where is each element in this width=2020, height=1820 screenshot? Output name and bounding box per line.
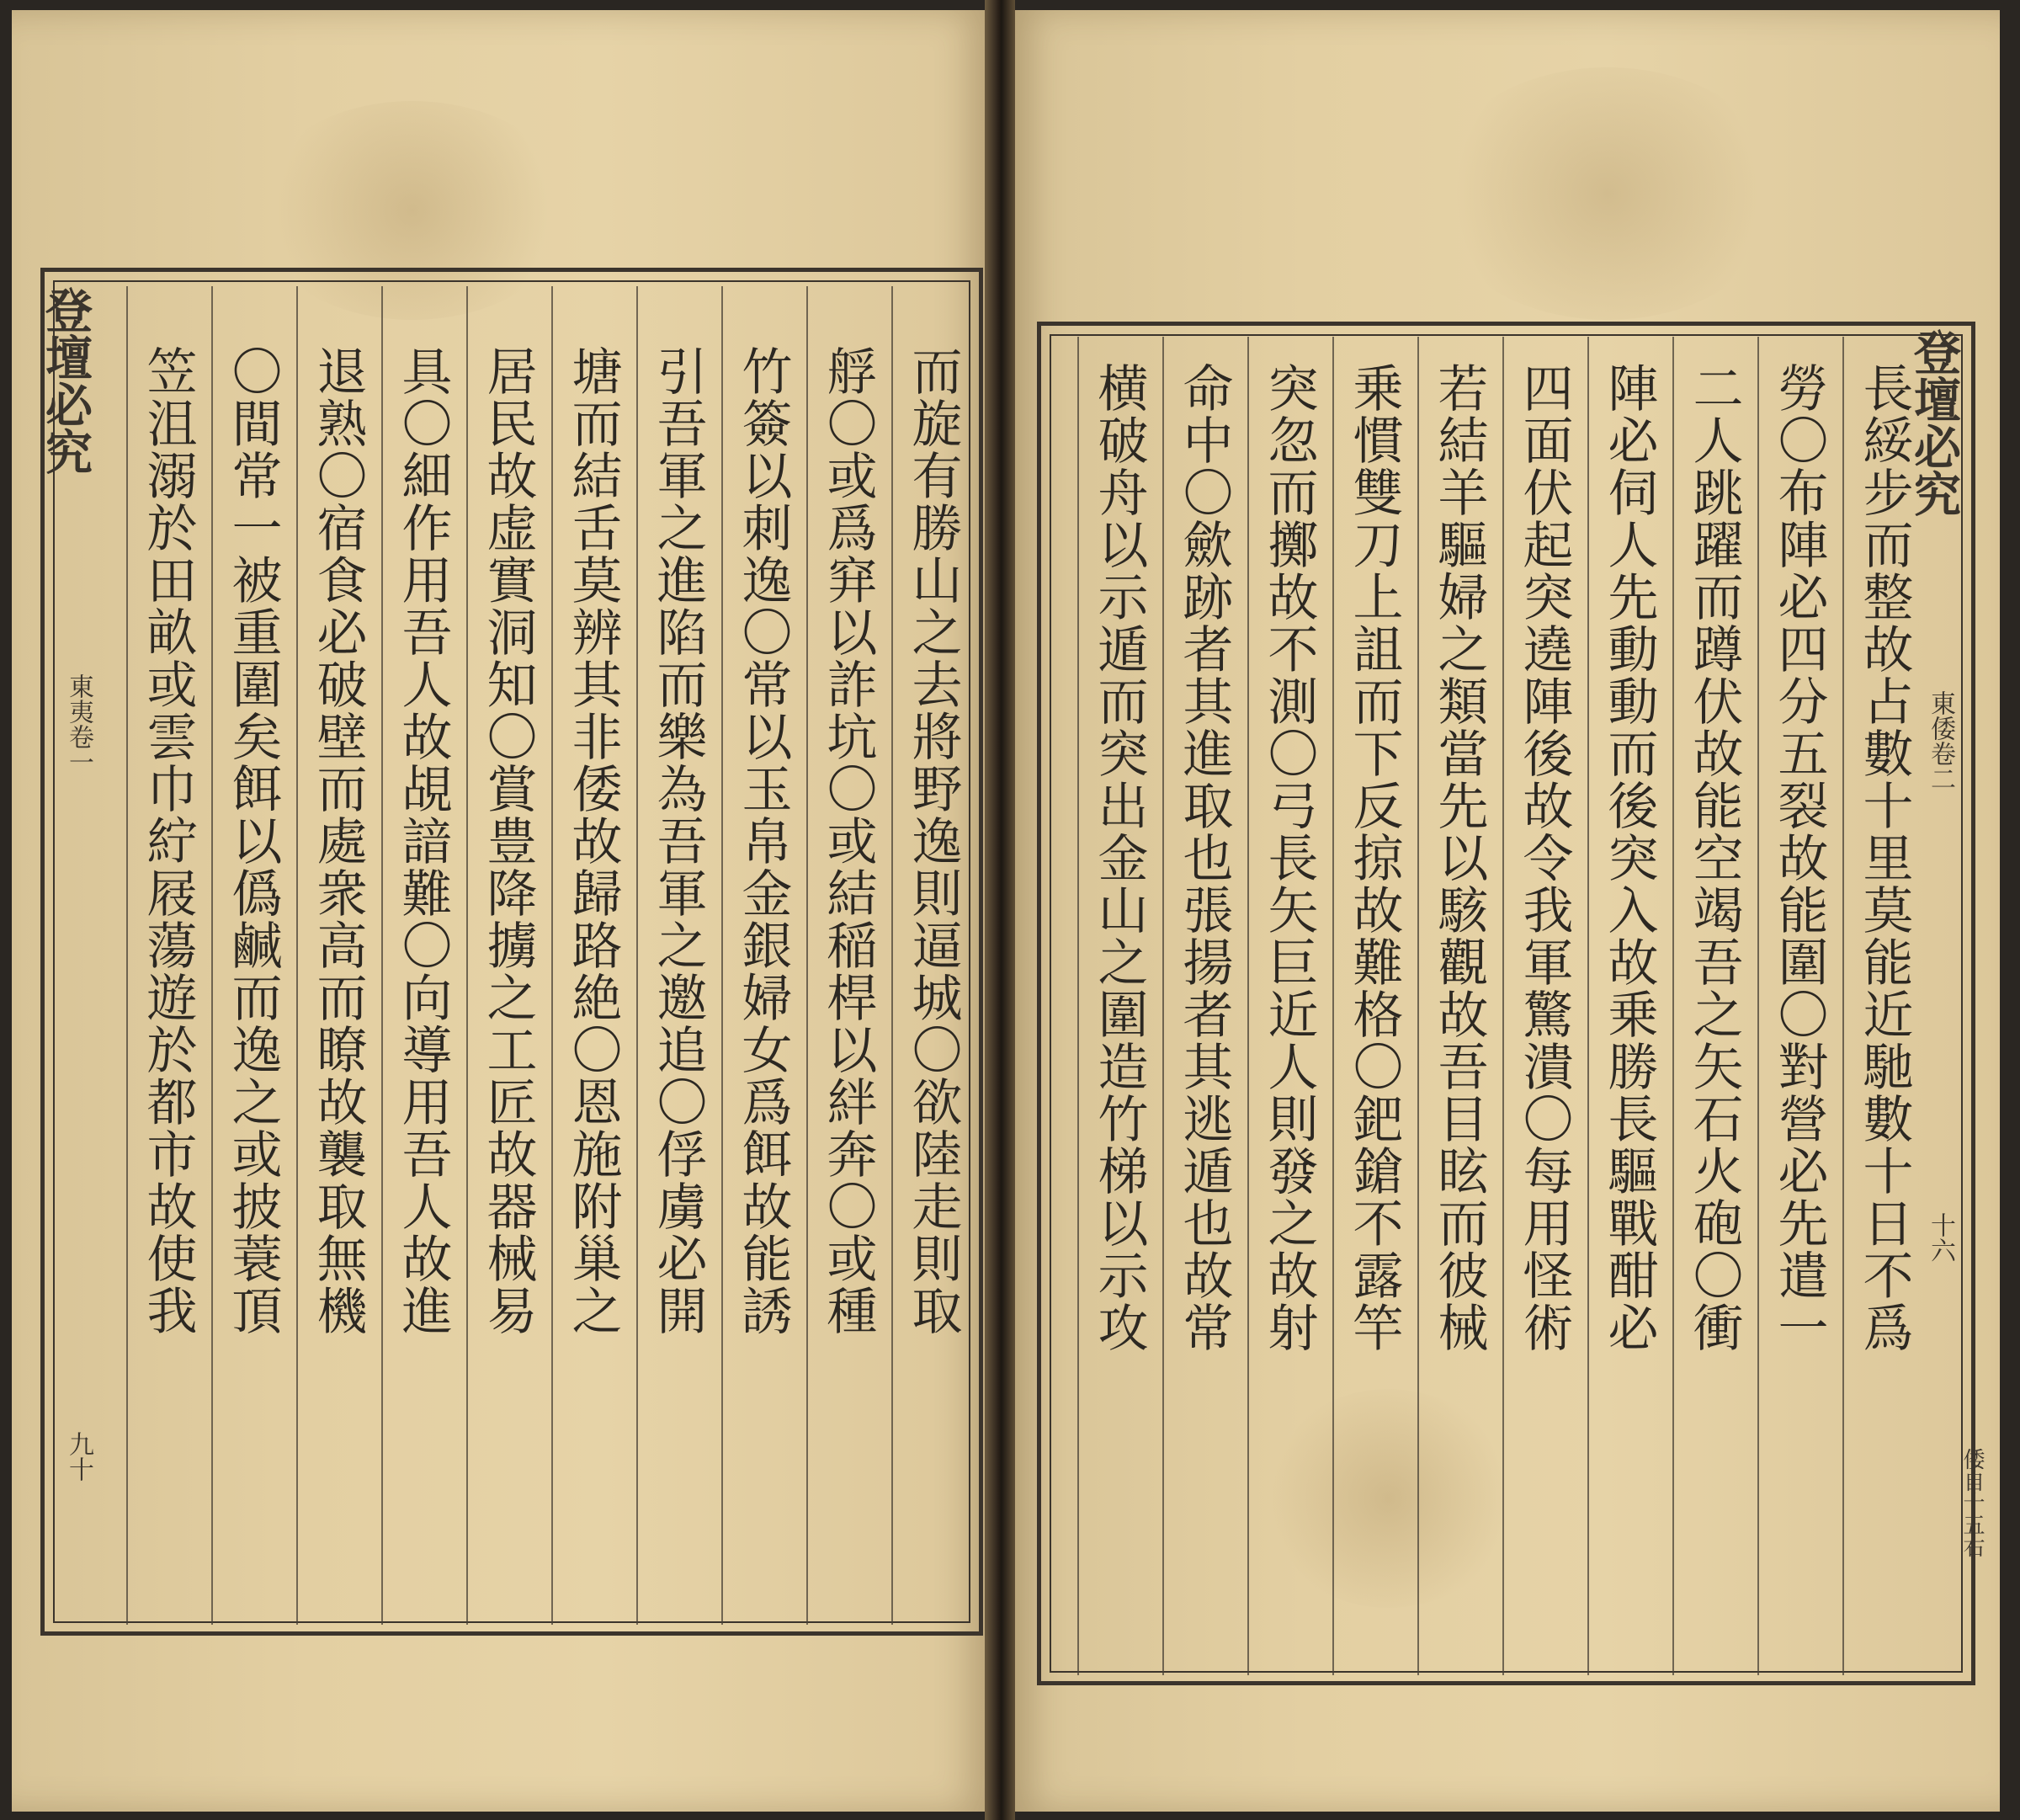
- text-column: 艀〇或爲穽以詐坑〇或結稲桿以絆奔〇或種: [818, 345, 878, 1337]
- text-column: 〇間常一被重圍矣餌以僞鹹而逸之或披蓑頂: [223, 345, 283, 1337]
- column-rule: [1162, 337, 1164, 1675]
- column-rule: [1672, 337, 1674, 1675]
- text-column: 陣必伺人先動動而後突入故乗勝長驅戰酣必: [1599, 362, 1659, 1354]
- text-column: 退熟〇宿食必破壁而處衆高而瞭故襲取無機: [308, 345, 368, 1337]
- column-rule: [1587, 337, 1589, 1675]
- text-column: 長綏步而整故占數十里莫能近馳數十日不爲: [1854, 362, 1914, 1354]
- right-page-note: 倭自十五右: [1959, 1448, 1985, 1557]
- column-rule: [126, 286, 128, 1625]
- column-rule: [1247, 337, 1249, 1675]
- column-rule: [466, 286, 468, 1625]
- column-rule: [806, 286, 808, 1625]
- text-column: 具〇細作用吾人故覘諳難〇向導用吾人故進: [393, 345, 453, 1337]
- column-rule: [1842, 337, 1844, 1675]
- text-column: 突忽而擲故不測〇弓長矢巨近人則發之故射: [1259, 362, 1319, 1354]
- left-page-folio: 九十: [64, 1431, 93, 1482]
- column-rule: [721, 286, 723, 1625]
- column-rule: [1417, 337, 1419, 1675]
- right-page-title: 登壇必究: [1906, 328, 1962, 517]
- text-column: 竹簽以刺逸〇常以玉帛金銀婦女爲餌故能誘: [733, 345, 793, 1337]
- text-column: 勞〇布陣必四分五裂故能圍〇對營必先遣一: [1769, 362, 1829, 1354]
- text-column: 四面伏起突遶陣後故令我軍驚潰〇每用怪術: [1514, 362, 1574, 1354]
- text-column: 塘而結舌莫辨其非倭故歸路絶〇恩施附巢之: [563, 345, 623, 1337]
- column-rule: [891, 286, 893, 1625]
- text-column: 引吾軍之進陷而樂為吾軍之邀追〇俘虜必開: [648, 345, 708, 1337]
- column-rule: [636, 286, 638, 1625]
- column-rule: [1757, 337, 1759, 1675]
- text-column: 居民故虚實洞知〇賞豊降擄之工匠故器械易: [478, 345, 538, 1337]
- column-rule: [1077, 337, 1079, 1675]
- left-page-title: 登壇必究: [38, 286, 93, 475]
- column-rule: [1502, 337, 1504, 1675]
- text-column: 乗慣雙刀上詛而下反掠故難格〇鈀鎗不露竿: [1344, 362, 1404, 1354]
- text-column: 若結羊驅婦之類當先以駭觀故吾目眩而彼械: [1429, 362, 1489, 1354]
- text-column: 命中〇歛跡者其進取也張揚者其逃遁也故常: [1174, 362, 1234, 1354]
- right-page-section: 東倭卷二: [1926, 690, 1955, 791]
- text-column: 横破舟以示遁而突出金山之圍造竹梯以示攻: [1089, 362, 1149, 1354]
- left-page-section: 東夷卷一: [64, 673, 93, 774]
- column-rule: [551, 286, 553, 1625]
- column-rule: [296, 286, 298, 1625]
- column-rule: [381, 286, 383, 1625]
- book-gutter: [985, 0, 1015, 1820]
- text-column: 笠沮溺於田畝或雲巾紵屐蕩遊於都市故使我: [138, 345, 198, 1337]
- paper-stain: [1431, 67, 1784, 320]
- text-column: 而旋有勝山之去將野逸則逼城〇欲陸走則取: [903, 345, 963, 1337]
- text-column: 二人跳躍而蹲伏故能空竭吾之矢石火砲〇衝: [1684, 362, 1744, 1354]
- right-page-folio: 十六: [1926, 1212, 1955, 1263]
- column-rule: [211, 286, 213, 1625]
- column-rule: [1332, 337, 1334, 1675]
